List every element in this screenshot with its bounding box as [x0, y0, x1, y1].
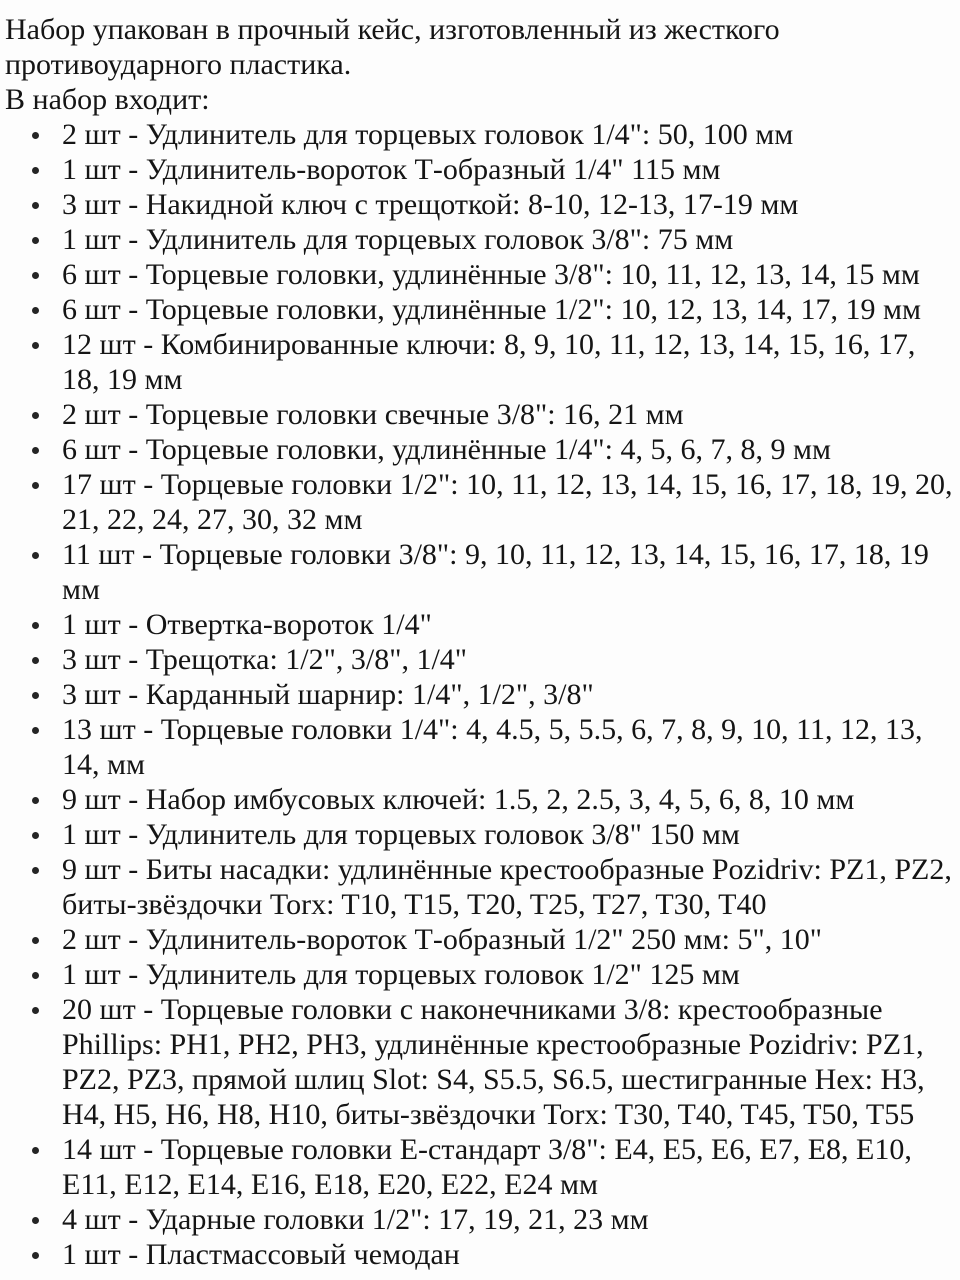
list-item: 2 шт - Торцевые головки свечные 3/8": 16, 21 мм	[5, 397, 954, 432]
list-item: 17 шт - Торцевые головки 1/2": 10, 11, 12, 13, 14, 15, 16, 17, 18, 19, 20, 21, 22, 24, 27, 30, 32 мм	[5, 467, 954, 537]
list-item: 1 шт - Удлинитель для торцевых головок 3/8": 75 мм	[5, 222, 954, 257]
list-item: 3 шт - Накидной ключ с трещоткой: 8-10, 12-13, 17-19 мм	[5, 187, 954, 222]
list-item: 1 шт - Удлинитель для торцевых головок 3/8" 150 мм	[5, 817, 954, 852]
intro-paragraph: Набор упакован в прочный кейс, изготовленный из жесткого противоударного пластика.	[5, 13, 780, 81]
list-item: 2 шт - Удлинитель-вороток Т-образный 1/2" 250 мм: 5", 10"	[5, 922, 954, 957]
list-item: 9 шт - Набор имбусовых ключей: 1.5, 2, 2.5, 3, 4, 5, 6, 8, 10 мм	[5, 782, 954, 817]
list-item: 3 шт - Карданный шарнир: 1/4", 1/2", 3/8"	[5, 677, 954, 712]
list-item: 3 шт - Трещотка: 1/2", 3/8", 1/4"	[5, 642, 954, 677]
list-item: 20 шт - Торцевые головки с наконечниками 3/8: крестообразные Phillips: PH1, PH2, PH3, удлинённые крестообразные Pozidriv: PZ1, PZ2, PZ3, прямой шлиц Slot: S4, S5.5, S6.5, шестигранные Hex: H3, H4, H5, H6, H8, H10, биты-звёздочки Torx: T30, T40, T45, T50, T55	[5, 992, 954, 1132]
list-item: 6 шт - Торцевые головки, удлинённые 1/2": 10, 12, 13, 14, 17, 19 мм	[5, 292, 954, 327]
list-item: 6 шт - Торцевые головки, удлинённые 1/4": 4, 5, 6, 7, 8, 9 мм	[5, 432, 954, 467]
list-item: 1 шт - Удлинитель-вороток Т-образный 1/4" 115 мм	[5, 152, 954, 187]
list-item: 9 шт - Биты насадки: удлинённые крестообразные Pozidriv: PZ1, PZ2, биты-звёздочки Torx: T10, T15, T20, T25, T27, T30, T40	[5, 852, 954, 922]
list-item: 12 шт - Комбинированные ключи: 8, 9, 10, 11, 12, 13, 14, 15, 16, 17, 18, 19 мм	[5, 327, 954, 397]
set-contents-list	[5, 117, 954, 1272]
list-item: 1 шт - Пластмассовый чемодан	[5, 1237, 954, 1272]
list-item: 1 шт - Отвертка-вороток 1/4"	[5, 607, 954, 642]
list-item: 1 шт - Удлинитель для торцевых головок 1/2" 125 мм	[5, 957, 954, 992]
list-item: 13 шт - Торцевые головки 1/4": 4, 4.5, 5, 5.5, 6, 7, 8, 9, 10, 11, 12, 13, 14, мм	[5, 712, 954, 782]
list-item: 11 шт - Торцевые головки 3/8": 9, 10, 11, 12, 13, 14, 15, 16, 17, 18, 19 мм	[5, 537, 954, 607]
list-item: 14 шт - Торцевые головки Е-стандарт 3/8": E4, E5, E6, E7, E8, E10, E11, E12, E14, E16, E18, E20, E22, E24 мм	[5, 1132, 954, 1202]
list-item: 6 шт - Торцевые головки, удлинённые 3/8": 10, 11, 12, 13, 14, 15 мм	[5, 257, 954, 292]
list-heading: В набор входит:	[5, 83, 210, 116]
list-item: 4 шт - Ударные головки 1/2": 17, 19, 21, 23 мм	[5, 1202, 954, 1237]
list-item: 2 шт - Удлинитель для торцевых головок 1/4": 50, 100 мм	[5, 117, 954, 152]
